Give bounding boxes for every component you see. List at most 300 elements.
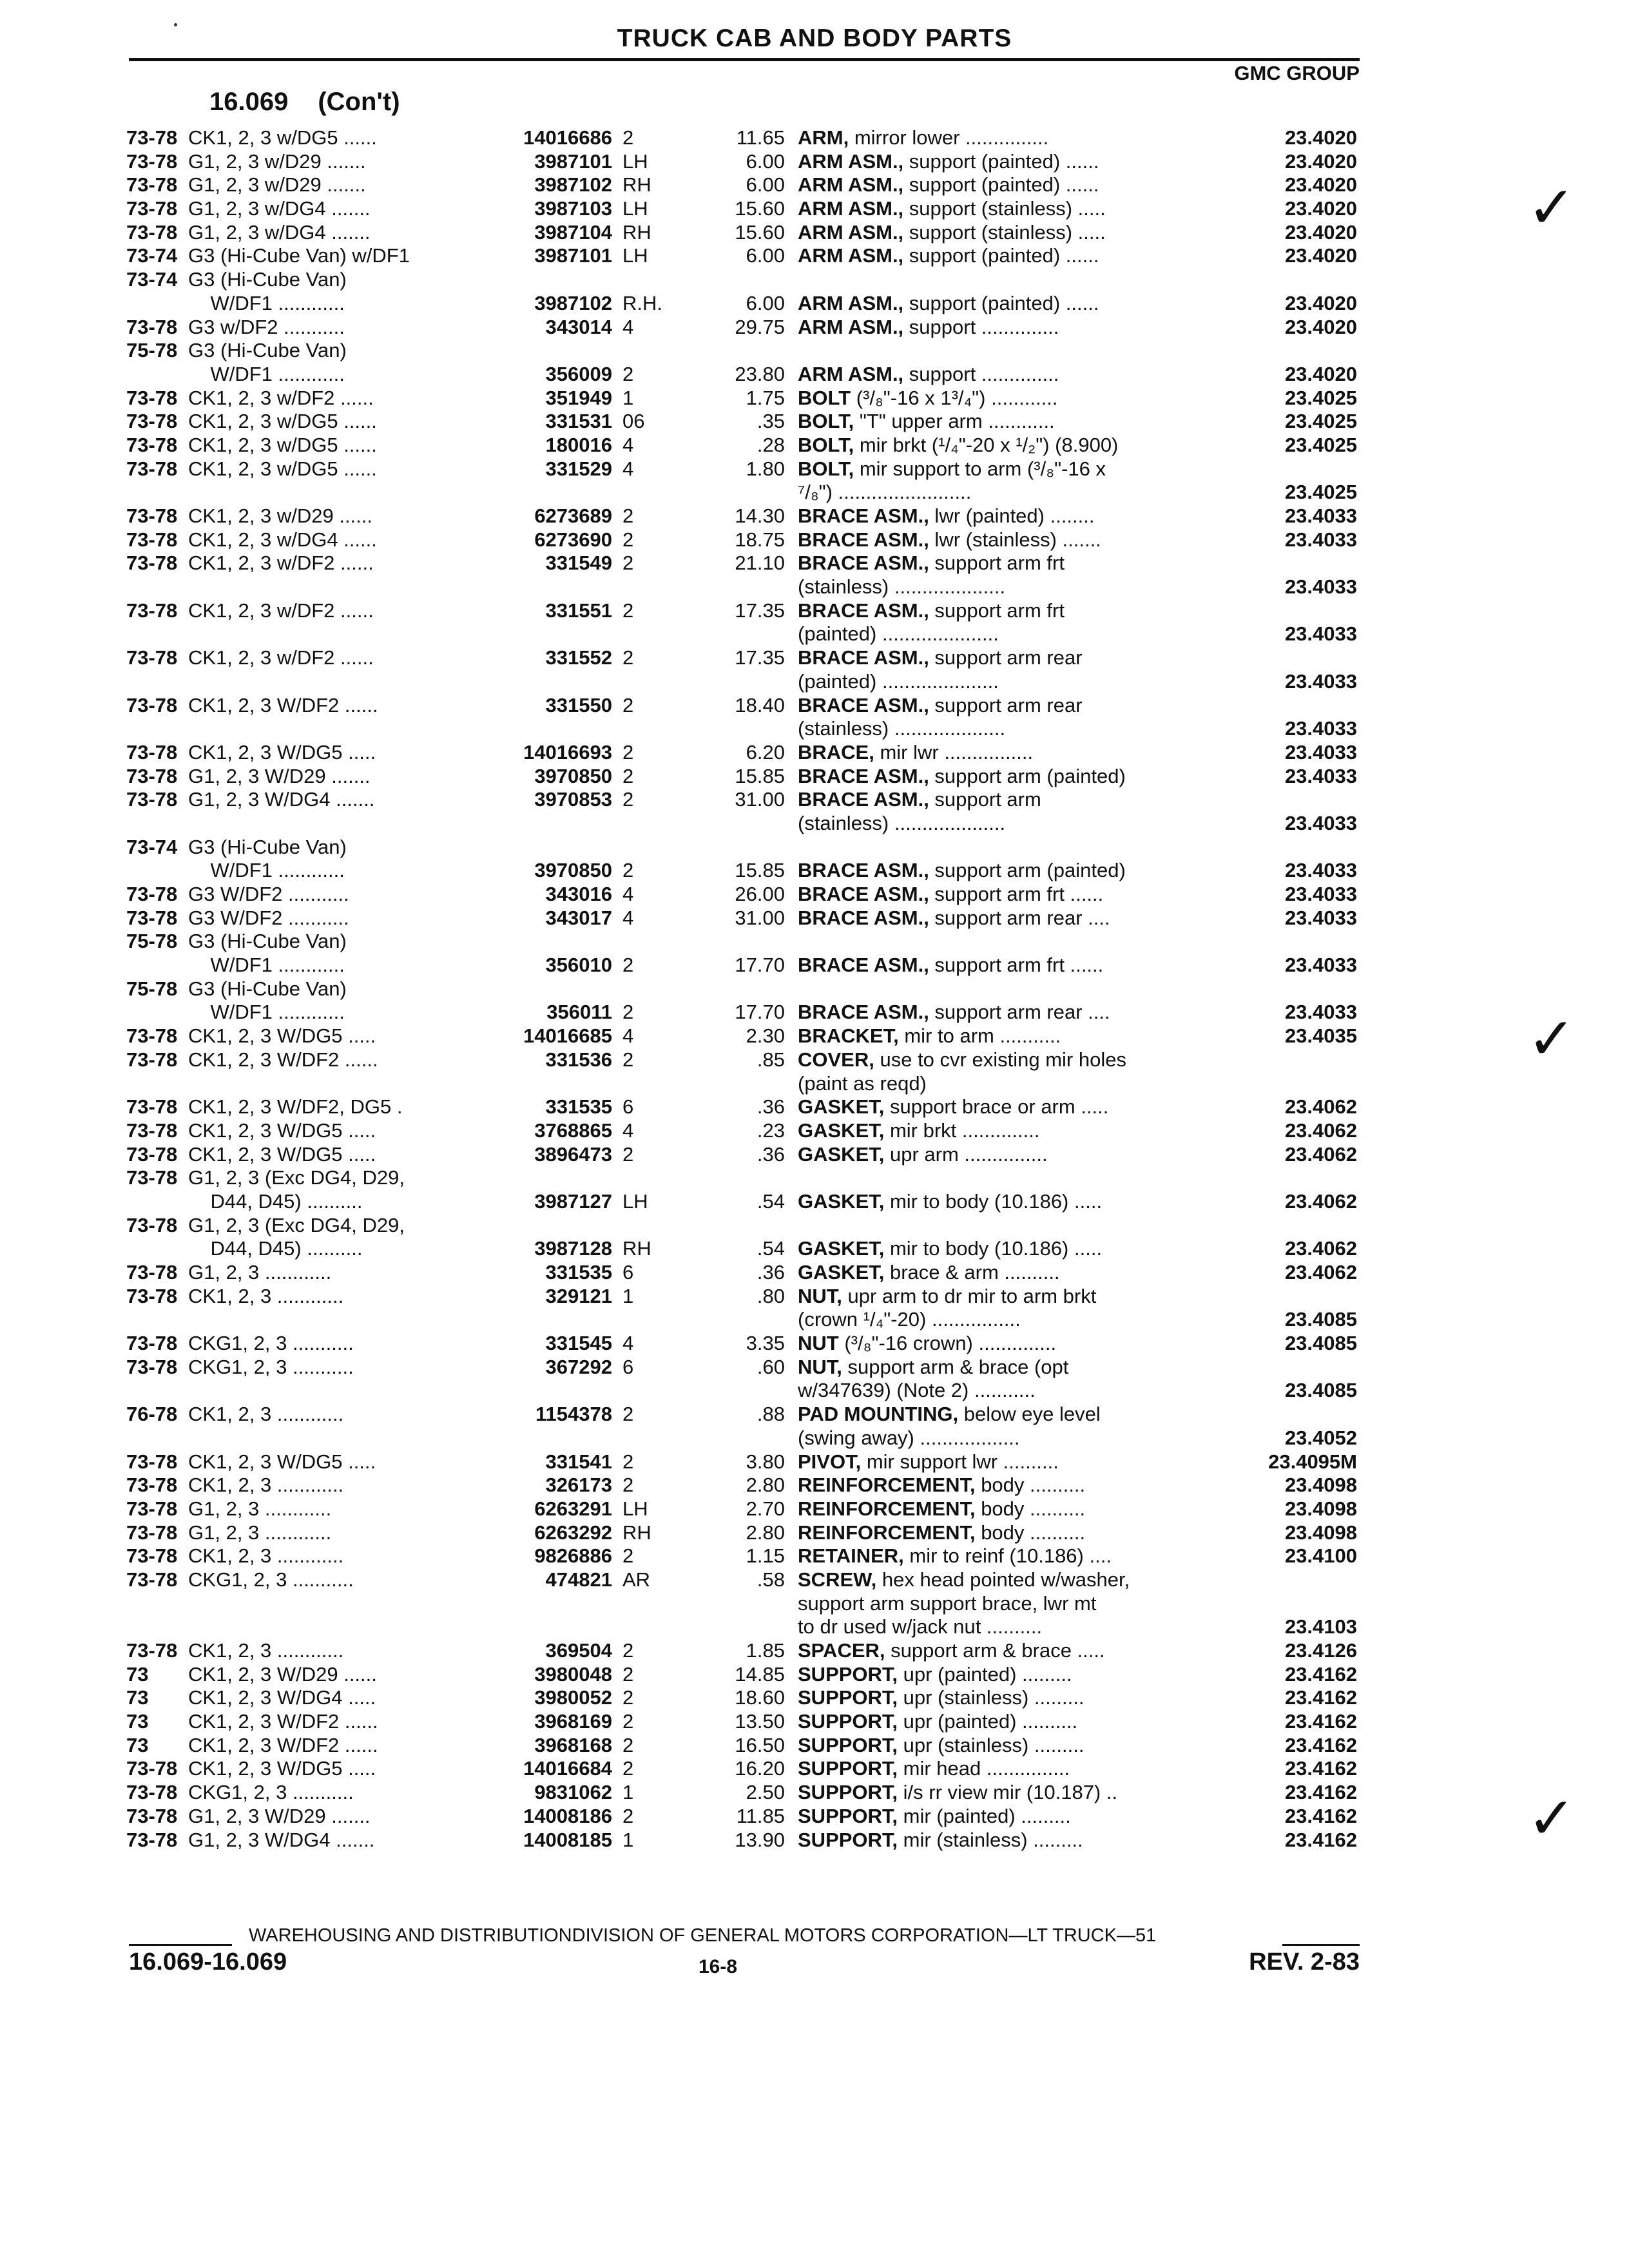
table-row xyxy=(0,528,1629,552)
model-cell: W/DF1 ............ xyxy=(188,859,345,882)
table-row xyxy=(0,268,1629,292)
table-row xyxy=(0,1568,1629,1592)
table-row xyxy=(0,1639,1629,1663)
table-row xyxy=(0,292,1629,316)
reference-cell: 23.4020 xyxy=(1284,244,1357,267)
section-heading xyxy=(209,88,430,117)
table-row xyxy=(0,1001,1629,1024)
reference-cell: 23.4020 xyxy=(1284,362,1357,385)
check-mark-icon: ✓ xyxy=(1527,174,1576,242)
description-cell xyxy=(798,1592,1210,1616)
price-cell: 17.70 xyxy=(735,1001,785,1024)
item-name: SUPPORT, xyxy=(798,1828,898,1851)
item-detail: ⁷/₈") ........................ xyxy=(798,481,972,504)
quantity-cell: 6 xyxy=(622,1355,634,1378)
price-cell: 18.60 xyxy=(735,1686,785,1709)
item-detail: upr (stainless) ......... xyxy=(898,1733,1084,1756)
table-row xyxy=(0,1663,1629,1687)
reference-cell: 23.4020 xyxy=(1284,197,1357,220)
part-number-cell: 3896473 xyxy=(534,1142,612,1166)
item-name: PAD MOUNTING, xyxy=(798,1403,959,1426)
model-cell: G1, 2, 3 ............ xyxy=(188,1261,332,1283)
page-title: TRUCK CAB AND BODY PARTS xyxy=(617,24,1012,52)
item-detail: support arm rear .... xyxy=(929,1001,1110,1024)
reference-cell: 23.4162 xyxy=(1284,1662,1357,1686)
year-cell: 76-78 xyxy=(126,1403,178,1426)
part-number-cell: 369504 xyxy=(545,1639,612,1662)
table-row xyxy=(0,173,1629,197)
price-cell: 29.75 xyxy=(735,315,785,338)
item-name: BOLT, xyxy=(798,410,854,433)
table-row xyxy=(0,221,1629,245)
description-cell xyxy=(798,1379,1210,1403)
table-row xyxy=(0,1805,1629,1829)
year-cell: 73-78 xyxy=(126,1639,178,1662)
price-cell: 1.85 xyxy=(746,1639,785,1662)
description-cell xyxy=(798,221,1210,245)
model-cell: G1, 2, 3 W/DG4 ....... xyxy=(188,1828,375,1851)
section-code: 16.069 xyxy=(209,88,289,116)
price-cell: 31.00 xyxy=(735,788,785,811)
year-cell: 73-78 xyxy=(126,740,178,764)
year-cell: 73-78 xyxy=(126,315,178,338)
description-cell xyxy=(798,1757,1210,1781)
quantity-cell: 4 xyxy=(622,883,634,905)
part-number-cell: 3970850 xyxy=(534,764,612,787)
description-cell xyxy=(798,1686,1210,1710)
year-cell: 73-78 xyxy=(126,1119,178,1142)
part-number-cell: 6263291 xyxy=(534,1497,612,1520)
reference-cell: 23.4020 xyxy=(1284,126,1357,149)
item-detail: (stainless) .................... xyxy=(798,717,1006,740)
table-row xyxy=(0,1214,1629,1238)
model-cell: CK1, 2, 3 W/DG5 ..... xyxy=(188,1450,376,1473)
model-cell: G3 (Hi-Cube Van) xyxy=(188,268,347,291)
reference-cell: 23.4025 xyxy=(1284,386,1357,409)
year-cell: 73-78 xyxy=(126,788,178,811)
table-row xyxy=(0,1403,1629,1427)
item-detail: hex head pointed w/washer, xyxy=(876,1568,1130,1591)
part-number-cell: 3987102 xyxy=(534,291,612,314)
year-cell: 73-78 xyxy=(126,1781,178,1804)
table-row xyxy=(0,622,1629,646)
item-name: SPACER, xyxy=(798,1639,885,1662)
description-cell xyxy=(798,1237,1210,1261)
quantity-cell: 4 xyxy=(622,433,634,456)
table-row xyxy=(0,1544,1629,1568)
item-detail: support (painted) ...... xyxy=(903,149,1099,173)
price-cell: .88 xyxy=(757,1403,785,1426)
year-cell: 73-78 xyxy=(126,1757,178,1780)
quantity-cell: 2 xyxy=(622,1450,634,1473)
quantity-cell: 2 xyxy=(622,552,634,575)
item-detail: support brace or arm ..... xyxy=(884,1095,1109,1119)
item-name: GASKET, xyxy=(798,1189,885,1213)
check-mark-icon: ✓ xyxy=(1527,1005,1576,1073)
description-cell xyxy=(798,694,1210,718)
item-name: GASKET, xyxy=(798,1095,885,1119)
reference-cell: 23.4098 xyxy=(1284,1521,1357,1544)
description-cell xyxy=(798,197,1210,221)
description-cell xyxy=(798,1568,1210,1592)
item-name: PIVOT, xyxy=(798,1450,862,1473)
reference-cell: 23.4033 xyxy=(1284,622,1357,646)
description-cell xyxy=(798,292,1210,316)
item-detail: body .......... xyxy=(975,1521,1086,1544)
price-cell: 31.00 xyxy=(735,906,785,929)
quantity-cell: 2 xyxy=(622,599,634,622)
model-cell: G3 (Hi-Cube Van) xyxy=(188,339,347,362)
quantity-cell: 2 xyxy=(622,1474,634,1497)
description-cell xyxy=(798,883,1210,907)
part-number-cell: 3980048 xyxy=(534,1662,612,1686)
model-cell: CK1, 2, 3 W/DG5 ..... xyxy=(188,1757,376,1780)
model-cell: W/DF1 ............ xyxy=(188,362,345,385)
price-cell: 2.50 xyxy=(746,1781,785,1804)
part-number-cell: 3970850 xyxy=(534,859,612,882)
reference-cell: 23.4033 xyxy=(1284,954,1357,977)
reference-cell: 23.4033 xyxy=(1284,906,1357,929)
model-cell: G3 w/DF2 ........... xyxy=(188,315,345,338)
part-number-cell: 367292 xyxy=(545,1355,612,1378)
model-cell: CKG1, 2, 3 ........... xyxy=(188,1568,354,1591)
part-number-cell: 331545 xyxy=(545,1332,612,1355)
item-name: REINFORCEMENT, xyxy=(798,1497,976,1520)
reference-cell: 23.4085 xyxy=(1284,1332,1357,1355)
model-cell: G1, 2, 3 ............ xyxy=(188,1521,332,1544)
reference-cell: 23.4062 xyxy=(1284,1189,1357,1213)
item-name: BOLT xyxy=(798,386,851,409)
price-cell: 1.15 xyxy=(746,1544,785,1568)
description-cell xyxy=(798,150,1210,174)
table-row xyxy=(0,1734,1629,1758)
quantity-cell: 2 xyxy=(622,1804,634,1827)
quantity-cell: 1 xyxy=(622,1284,634,1307)
quantity-cell: 1 xyxy=(622,1828,634,1851)
part-number-cell: 9826886 xyxy=(534,1544,612,1568)
model-cell: CK1, 2, 3 w/DF2 ...... xyxy=(188,552,374,575)
part-number-cell: 3987101 xyxy=(534,149,612,173)
table-row xyxy=(0,481,1629,505)
description-cell xyxy=(798,907,1210,930)
item-name: NUT, xyxy=(798,1284,842,1307)
item-detail: (stainless) .................... xyxy=(798,575,1006,599)
model-cell: CKG1, 2, 3 ........... xyxy=(188,1781,354,1804)
price-cell: 26.00 xyxy=(735,883,785,905)
footer-division-line xyxy=(129,1925,1360,1950)
reference-cell: 23.4162 xyxy=(1284,1710,1357,1733)
reference-cell: 23.4025 xyxy=(1284,481,1357,504)
table-row xyxy=(0,552,1629,575)
description-cell xyxy=(798,1734,1210,1758)
year-cell: 73-78 xyxy=(126,1213,178,1236)
model-cell: W/DF1 ............ xyxy=(188,291,345,314)
part-number-cell: 14008186 xyxy=(523,1804,612,1827)
price-cell: .54 xyxy=(757,1189,785,1213)
reference-cell: 23.4126 xyxy=(1284,1639,1357,1662)
check-mark-icon: ✓ xyxy=(1527,1785,1576,1852)
item-detail: (stainless) .................... xyxy=(798,811,1006,834)
table-row xyxy=(0,907,1629,930)
model-cell: CK1, 2, 3 ............ xyxy=(188,1544,344,1568)
price-cell: .60 xyxy=(757,1355,785,1378)
reference-cell: 23.4098 xyxy=(1284,1497,1357,1520)
model-cell: CK1, 2, 3 ............ xyxy=(188,1474,344,1497)
quantity-cell: 1 xyxy=(622,1781,634,1804)
description-cell xyxy=(798,1261,1210,1285)
item-detail: mir to body (10.186) ..... xyxy=(884,1189,1103,1213)
price-cell: .28 xyxy=(757,433,785,456)
part-number-cell: 3970853 xyxy=(534,788,612,811)
item-name: BRACE ASM., xyxy=(798,764,929,787)
item-name: ARM ASM., xyxy=(798,315,904,338)
item-detail: (paint as reqd) xyxy=(798,1072,927,1095)
quantity-cell: LH xyxy=(622,1189,648,1213)
price-cell: 2.80 xyxy=(746,1474,785,1497)
item-detail: support (painted) ...... xyxy=(903,291,1099,314)
year-cell: 73-78 xyxy=(126,906,178,929)
model-cell: CK1, 2, 3 W/DF2 ...... xyxy=(188,693,378,716)
item-detail: mir lwr ................ xyxy=(874,740,1034,764)
quantity-cell: 2 xyxy=(622,528,634,551)
price-cell: 18.40 xyxy=(735,693,785,716)
model-cell: CKG1, 2, 3 ........... xyxy=(188,1355,354,1378)
description-cell xyxy=(798,1072,1210,1096)
table-row xyxy=(0,505,1629,528)
model-cell: CK1, 2, 3 ............ xyxy=(188,1403,344,1426)
table-row xyxy=(0,1710,1629,1734)
quantity-cell: LH xyxy=(622,244,648,267)
table-row xyxy=(0,575,1629,599)
item-name: ARM, xyxy=(798,126,849,149)
year-cell: 73-78 xyxy=(126,386,178,409)
quantity-cell: 2 xyxy=(622,859,634,882)
item-detail: (swing away) .................. xyxy=(798,1426,1020,1449)
item-detail: body .......... xyxy=(975,1474,1086,1497)
table-row xyxy=(0,1757,1629,1781)
description-cell xyxy=(798,1474,1210,1497)
part-number-cell: 3968169 xyxy=(534,1710,612,1733)
quantity-cell: 2 xyxy=(622,1662,634,1686)
model-cell: CK1, 2, 3 W/DG4 ..... xyxy=(188,1686,376,1709)
reference-cell: 23.4033 xyxy=(1284,764,1357,787)
price-cell: .35 xyxy=(757,410,785,433)
reference-cell: 23.4095M xyxy=(1268,1450,1357,1473)
reference-cell: 23.4033 xyxy=(1284,669,1357,693)
description-cell xyxy=(798,1805,1210,1829)
quantity-cell: LH xyxy=(622,1497,648,1520)
description-cell xyxy=(798,1190,1210,1214)
item-detail: upr arm to dr mir to arm brkt xyxy=(842,1284,1097,1307)
year-cell: 73-78 xyxy=(126,1095,178,1119)
model-cell: G1, 2, 3 w/DG4 ....... xyxy=(188,197,371,220)
year-cell: 73-78 xyxy=(126,410,178,433)
price-cell: .36 xyxy=(757,1261,785,1283)
table-row xyxy=(0,977,1629,1001)
description-cell xyxy=(798,1001,1210,1024)
reference-cell: 23.4062 xyxy=(1284,1119,1357,1142)
description-cell xyxy=(798,1285,1210,1309)
table-row xyxy=(0,954,1629,977)
quantity-cell: 2 xyxy=(622,362,634,385)
year-cell: 73-78 xyxy=(126,1284,178,1307)
description-cell xyxy=(798,812,1210,836)
description-cell xyxy=(798,599,1210,623)
item-detail: (³/₈"-16 crown) .............. xyxy=(838,1332,1057,1355)
description-cell xyxy=(798,1450,1210,1474)
item-detail: "T" upper arm ............ xyxy=(854,410,1055,433)
description-cell xyxy=(798,387,1210,410)
price-cell: 16.20 xyxy=(735,1757,785,1780)
description-cell xyxy=(798,1427,1210,1450)
reference-cell: 23.4020 xyxy=(1284,173,1357,197)
year-cell: 73-78 xyxy=(126,220,178,244)
table-row xyxy=(0,1781,1629,1805)
table-row xyxy=(0,1497,1629,1521)
table-row xyxy=(0,646,1629,670)
table-row xyxy=(0,930,1629,954)
price-cell: 1.80 xyxy=(746,457,785,480)
reference-cell: 23.4033 xyxy=(1284,811,1357,834)
price-cell: 11.85 xyxy=(736,1804,785,1827)
item-detail: (³/₈"-16 x 1³/₄") ............ xyxy=(851,386,1058,409)
price-cell: 3.80 xyxy=(746,1450,785,1473)
part-number-cell: 356010 xyxy=(545,954,612,977)
quantity-cell: 1 xyxy=(622,386,634,409)
description-cell xyxy=(798,1143,1210,1167)
item-detail: brace & arm .......... xyxy=(884,1261,1060,1283)
item-name: ARM ASM., xyxy=(798,362,904,385)
quantity-cell: RH xyxy=(622,1521,651,1544)
part-number-cell: 3987101 xyxy=(534,244,612,267)
price-cell: 6.00 xyxy=(746,173,785,197)
description-cell xyxy=(798,363,1210,387)
model-cell: CK1, 2, 3 W/DG5 ..... xyxy=(188,1024,376,1048)
item-detail: support .............. xyxy=(903,315,1059,338)
table-row xyxy=(0,1332,1629,1356)
table-row xyxy=(0,765,1629,789)
description-cell xyxy=(798,741,1210,765)
description-cell xyxy=(798,1639,1210,1663)
model-cell: G1, 2, 3 (Exc DG4, D29, xyxy=(188,1166,405,1189)
table-row xyxy=(0,363,1629,387)
price-cell: 2.80 xyxy=(746,1521,785,1544)
model-cell: CK1, 2, 3 w/DG4 ...... xyxy=(188,528,377,551)
item-detail: support arm (painted) xyxy=(929,859,1126,882)
table-row xyxy=(0,244,1629,268)
table-row xyxy=(0,1308,1629,1332)
price-cell: .36 xyxy=(757,1095,785,1119)
item-name: BRACE ASM., xyxy=(798,646,929,669)
footer-division: WAREHOUSING AND DISTRIBUTIONDIVISION OF GENERAL MOTORS CORPORATION—LT TRUCK—51 xyxy=(249,1925,1157,1946)
year-cell: 73-78 xyxy=(126,1521,178,1544)
item-name: BRACE ASM., xyxy=(798,599,929,622)
price-cell: 15.85 xyxy=(735,764,785,787)
part-number-cell: 351949 xyxy=(545,386,612,409)
description-cell xyxy=(798,1829,1210,1852)
quantity-cell: R.H. xyxy=(622,291,662,314)
quantity-cell: 2 xyxy=(622,1544,634,1568)
table-row xyxy=(0,150,1629,174)
quantity-cell: LH xyxy=(622,149,648,173)
item-detail: to dr used w/jack nut .......... xyxy=(798,1615,1043,1639)
item-detail: (painted) ..................... xyxy=(798,622,999,646)
table-row xyxy=(0,434,1629,457)
item-name: BRACE ASM., xyxy=(798,954,929,977)
description-cell xyxy=(798,481,1210,505)
price-cell: 13.90 xyxy=(735,1828,785,1851)
reference-cell: 23.4162 xyxy=(1284,1781,1357,1804)
item-detail: (crown ¹/₄"-20) ................ xyxy=(798,1308,1021,1331)
item-name: SUPPORT, xyxy=(798,1781,898,1804)
part-number-cell: 331541 xyxy=(545,1450,612,1473)
part-number-cell: 3987103 xyxy=(534,197,612,220)
part-number-cell: 6273689 xyxy=(534,505,612,527)
quantity-cell: AR xyxy=(622,1568,651,1591)
description-cell xyxy=(798,1048,1210,1072)
reference-cell: 23.4033 xyxy=(1284,717,1357,740)
year-cell: 73-78 xyxy=(126,1166,178,1189)
model-cell: CK1, 2, 3 W/DF2 ...... xyxy=(188,1733,378,1756)
item-name: BRACE ASM., xyxy=(798,693,929,716)
item-detail: use to cvr existing mir holes xyxy=(874,1048,1126,1071)
year-cell: 73-78 xyxy=(126,599,178,622)
price-cell: .80 xyxy=(757,1284,785,1307)
price-cell: 14.85 xyxy=(735,1662,785,1686)
item-detail: support (stainless) ..... xyxy=(903,220,1106,244)
description-cell xyxy=(798,765,1210,789)
model-cell: CK1, 2, 3 w/DG5 ...... xyxy=(188,410,377,433)
description-cell xyxy=(798,434,1210,457)
item-name: REINFORCEMENT, xyxy=(798,1521,976,1544)
item-detail: upr (painted) ......... xyxy=(898,1662,1072,1686)
year-cell: 73-78 xyxy=(126,197,178,220)
year-cell: 73-78 xyxy=(126,457,178,480)
model-cell: D44, D45) .......... xyxy=(188,1189,363,1213)
model-cell: CK1, 2, 3 W/D29 ...... xyxy=(188,1662,377,1686)
table-row xyxy=(0,741,1629,765)
reference-cell: 23.4162 xyxy=(1284,1686,1357,1709)
reference-cell: 23.4020 xyxy=(1284,149,1357,173)
price-cell: 2.70 xyxy=(746,1497,785,1520)
table-row xyxy=(0,599,1629,623)
reference-cell: 23.4062 xyxy=(1284,1095,1357,1119)
price-cell: 13.50 xyxy=(735,1710,785,1733)
model-cell: CK1, 2, 3 W/DF2 ...... xyxy=(188,1048,378,1071)
item-detail: lwr (painted) ........ xyxy=(929,505,1095,527)
year-cell: 73-78 xyxy=(126,149,178,173)
part-number-cell: 331549 xyxy=(545,552,612,575)
description-cell xyxy=(798,1710,1210,1734)
reference-cell: 23.4033 xyxy=(1284,575,1357,599)
part-number-cell: 3987102 xyxy=(534,173,612,197)
footer-page: 16-8 xyxy=(699,1956,738,1977)
part-number-cell: 3980052 xyxy=(534,1686,612,1709)
part-number-cell: 14016684 xyxy=(523,1757,612,1780)
item-detail: body .......... xyxy=(975,1497,1086,1520)
quantity-cell: 2 xyxy=(622,1001,634,1024)
item-detail: support .............. xyxy=(903,362,1059,385)
section-continued: (Con't) xyxy=(318,88,400,116)
year-cell: 73-78 xyxy=(126,1568,178,1591)
model-cell: CK1, 2, 3 w/DG5 ...... xyxy=(188,433,377,456)
item-detail: mir support to arm (³/₈"-16 x xyxy=(854,457,1106,480)
part-number-cell: 14016693 xyxy=(523,740,612,764)
item-detail: support arm rear .... xyxy=(929,906,1110,929)
item-detail: below eye level xyxy=(958,1403,1101,1426)
item-detail: support arm & brace (opt xyxy=(842,1355,1069,1378)
price-cell: .85 xyxy=(757,1048,785,1071)
